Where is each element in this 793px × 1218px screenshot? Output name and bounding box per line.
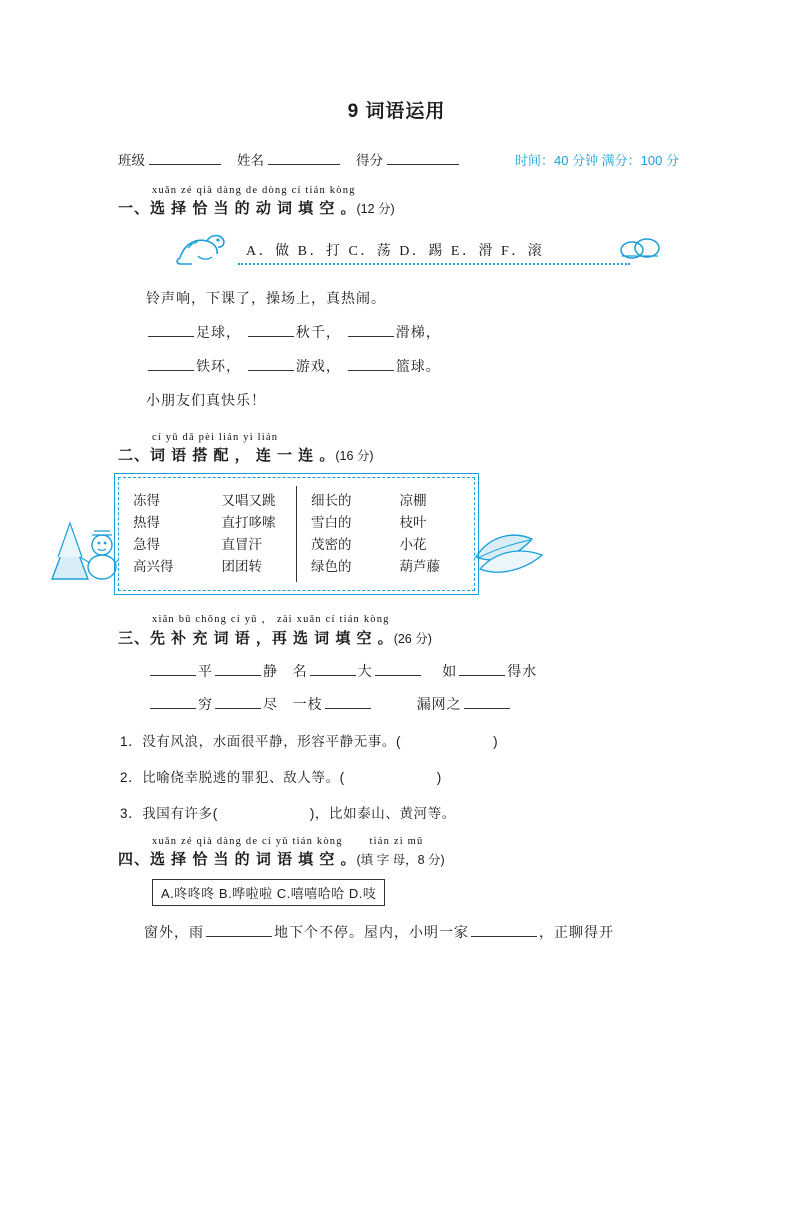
section-one-choice-strip — [174, 230, 793, 274]
match-column-1 — [119, 486, 208, 582]
section-three-score: (26 分) — [393, 632, 432, 646]
section-four-pinyin: xuǎn zé qià dàng de cí yǔ tián kòng tián zì mǔ — [152, 836, 424, 847]
score-label: 得分 — [356, 153, 383, 168]
match-item[interactable]: 绿色的 — [311, 559, 352, 574]
section-two-pinyin: cí yǔ dā pèi lián yì lián — [152, 432, 279, 443]
section-one-intro: 铃声响，下课了，操场上，真热闹。 — [146, 290, 386, 306]
answer-blank[interactable] — [248, 356, 294, 371]
section-four-options-box: A.咚咚咚 B.哗啦啦 C.嘻嘻哈哈 D.吱 — [152, 879, 385, 906]
student-info-row — [0, 149, 793, 169]
class-label: 班级 — [118, 153, 145, 168]
section-four-heading: 四、选 择 恰 当 的 词 语 填 空 。(填 字 母，8 分) — [118, 851, 445, 868]
section-one — [0, 185, 793, 410]
match-column-2 — [208, 486, 297, 582]
match-item[interactable]: 枝叶 — [399, 515, 427, 530]
section-two-score: (16 分) — [335, 449, 374, 463]
worksheet-page — [0, 96, 793, 1218]
answer-blank[interactable] — [459, 661, 505, 676]
match-item[interactable]: 茂密的 — [311, 537, 352, 552]
answer-blank[interactable] — [248, 322, 294, 337]
dragon-icon — [174, 232, 236, 271]
section-three-idiom-row-1: 平 静 名 大 如 得水 — [118, 661, 793, 681]
answer-blank[interactable] — [150, 694, 196, 709]
answer-blank[interactable] — [325, 694, 371, 709]
answer-blank[interactable] — [348, 356, 394, 371]
answer-blank[interactable] — [464, 694, 510, 709]
match-item[interactable]: 冻得 — [133, 493, 160, 508]
name-label: 姓名 — [237, 153, 264, 168]
section-two-match-area — [0, 477, 793, 605]
name-input[interactable] — [268, 151, 340, 165]
match-item[interactable]: 雪白的 — [311, 515, 352, 530]
word-match-box — [118, 477, 475, 591]
answer-blank[interactable] — [206, 922, 272, 937]
section-three-item-3: 3．我国有许多( )，比如泰山、黄河等。 — [120, 806, 456, 821]
section-one-blank-row-2: 铁环， 游戏， 篮球。 — [118, 356, 793, 376]
answer-blank[interactable] — [150, 661, 196, 676]
class-input[interactable] — [149, 151, 221, 165]
section-one-blank-row-1: 足球， 秋千， 滑梯， — [118, 322, 793, 342]
match-item[interactable]: 葫芦藤 — [399, 559, 440, 574]
section-one-choices: A．做 B．打 C．荡 D．踢 E．滑 F．滚 — [246, 244, 545, 259]
section-three-item-1: 1．没有风浪，水面很平静，形容平静无事。( ) — [120, 734, 499, 749]
match-item[interactable]: 直冒汗 — [221, 537, 262, 552]
match-item[interactable]: 细长的 — [311, 493, 352, 508]
score-field — [356, 149, 463, 169]
section-two — [0, 432, 793, 465]
answer-blank[interactable] — [348, 322, 394, 337]
match-item[interactable]: 又唱又跳 — [221, 493, 276, 508]
page-title: 9 词语运用 — [347, 101, 446, 122]
name-field — [237, 149, 344, 169]
section-three-pinyin: xiān bǔ chōng cí yǔ ， zài xuǎn cí tián kòng — [152, 614, 390, 625]
answer-blank[interactable] — [215, 694, 261, 709]
match-item[interactable]: 高兴得 — [133, 559, 174, 574]
section-four — [0, 836, 793, 942]
match-item[interactable]: 热得 — [133, 515, 160, 530]
match-item[interactable]: 直打哆嗦 — [221, 515, 276, 530]
score-input[interactable] — [387, 151, 459, 165]
section-two-heading: 二、词 语 搭 配 ， 连 一 连 。(16 分) — [118, 447, 374, 464]
section-three — [0, 611, 793, 822]
leaf-icon — [470, 517, 554, 586]
answer-blank[interactable] — [215, 661, 261, 676]
section-three-item-2: 2．比喻侥幸脱逃的罪犯、敌人等。( ) — [120, 770, 442, 785]
answer-blank[interactable] — [375, 661, 421, 676]
answer-blank[interactable] — [148, 322, 194, 337]
match-item[interactable]: 凉棚 — [399, 493, 427, 508]
section-one-pinyin: xuǎn zé qià dàng de dòng cí tián kòng — [152, 185, 356, 196]
section-one-heading: 一、选 择 恰 当 的 动 词 填 空 。(12 分) — [118, 200, 395, 217]
answer-blank[interactable] — [310, 661, 356, 676]
match-column-3 — [296, 486, 386, 582]
choice-underline — [238, 263, 630, 265]
section-four-score: (填 字 母，8 分) — [356, 853, 445, 867]
match-item[interactable]: 小花 — [399, 537, 427, 552]
match-column-4 — [386, 486, 475, 582]
section-three-heading: 三、先 补 充 词 语 ，再 选 词 填 空 。(26 分) — [118, 630, 432, 647]
answer-blank[interactable] — [148, 356, 194, 371]
section-one-outro: 小朋友们真快乐！ — [146, 392, 266, 408]
answer-blank[interactable] — [471, 922, 537, 937]
time-and-total: 时间：40 分钟 满分：100 分 — [515, 153, 679, 168]
section-three-idiom-row-2: 穷 尽 一枝 漏网之 — [118, 694, 793, 714]
match-item[interactable]: 急得 — [133, 537, 160, 552]
section-four-sentence: 窗外，雨 地下个不停。屋内，小明一家 ，正聊得开 — [144, 924, 614, 940]
section-one-score: (12 分) — [356, 202, 395, 216]
match-item[interactable]: 团团转 — [221, 559, 262, 574]
class-field — [118, 149, 225, 169]
